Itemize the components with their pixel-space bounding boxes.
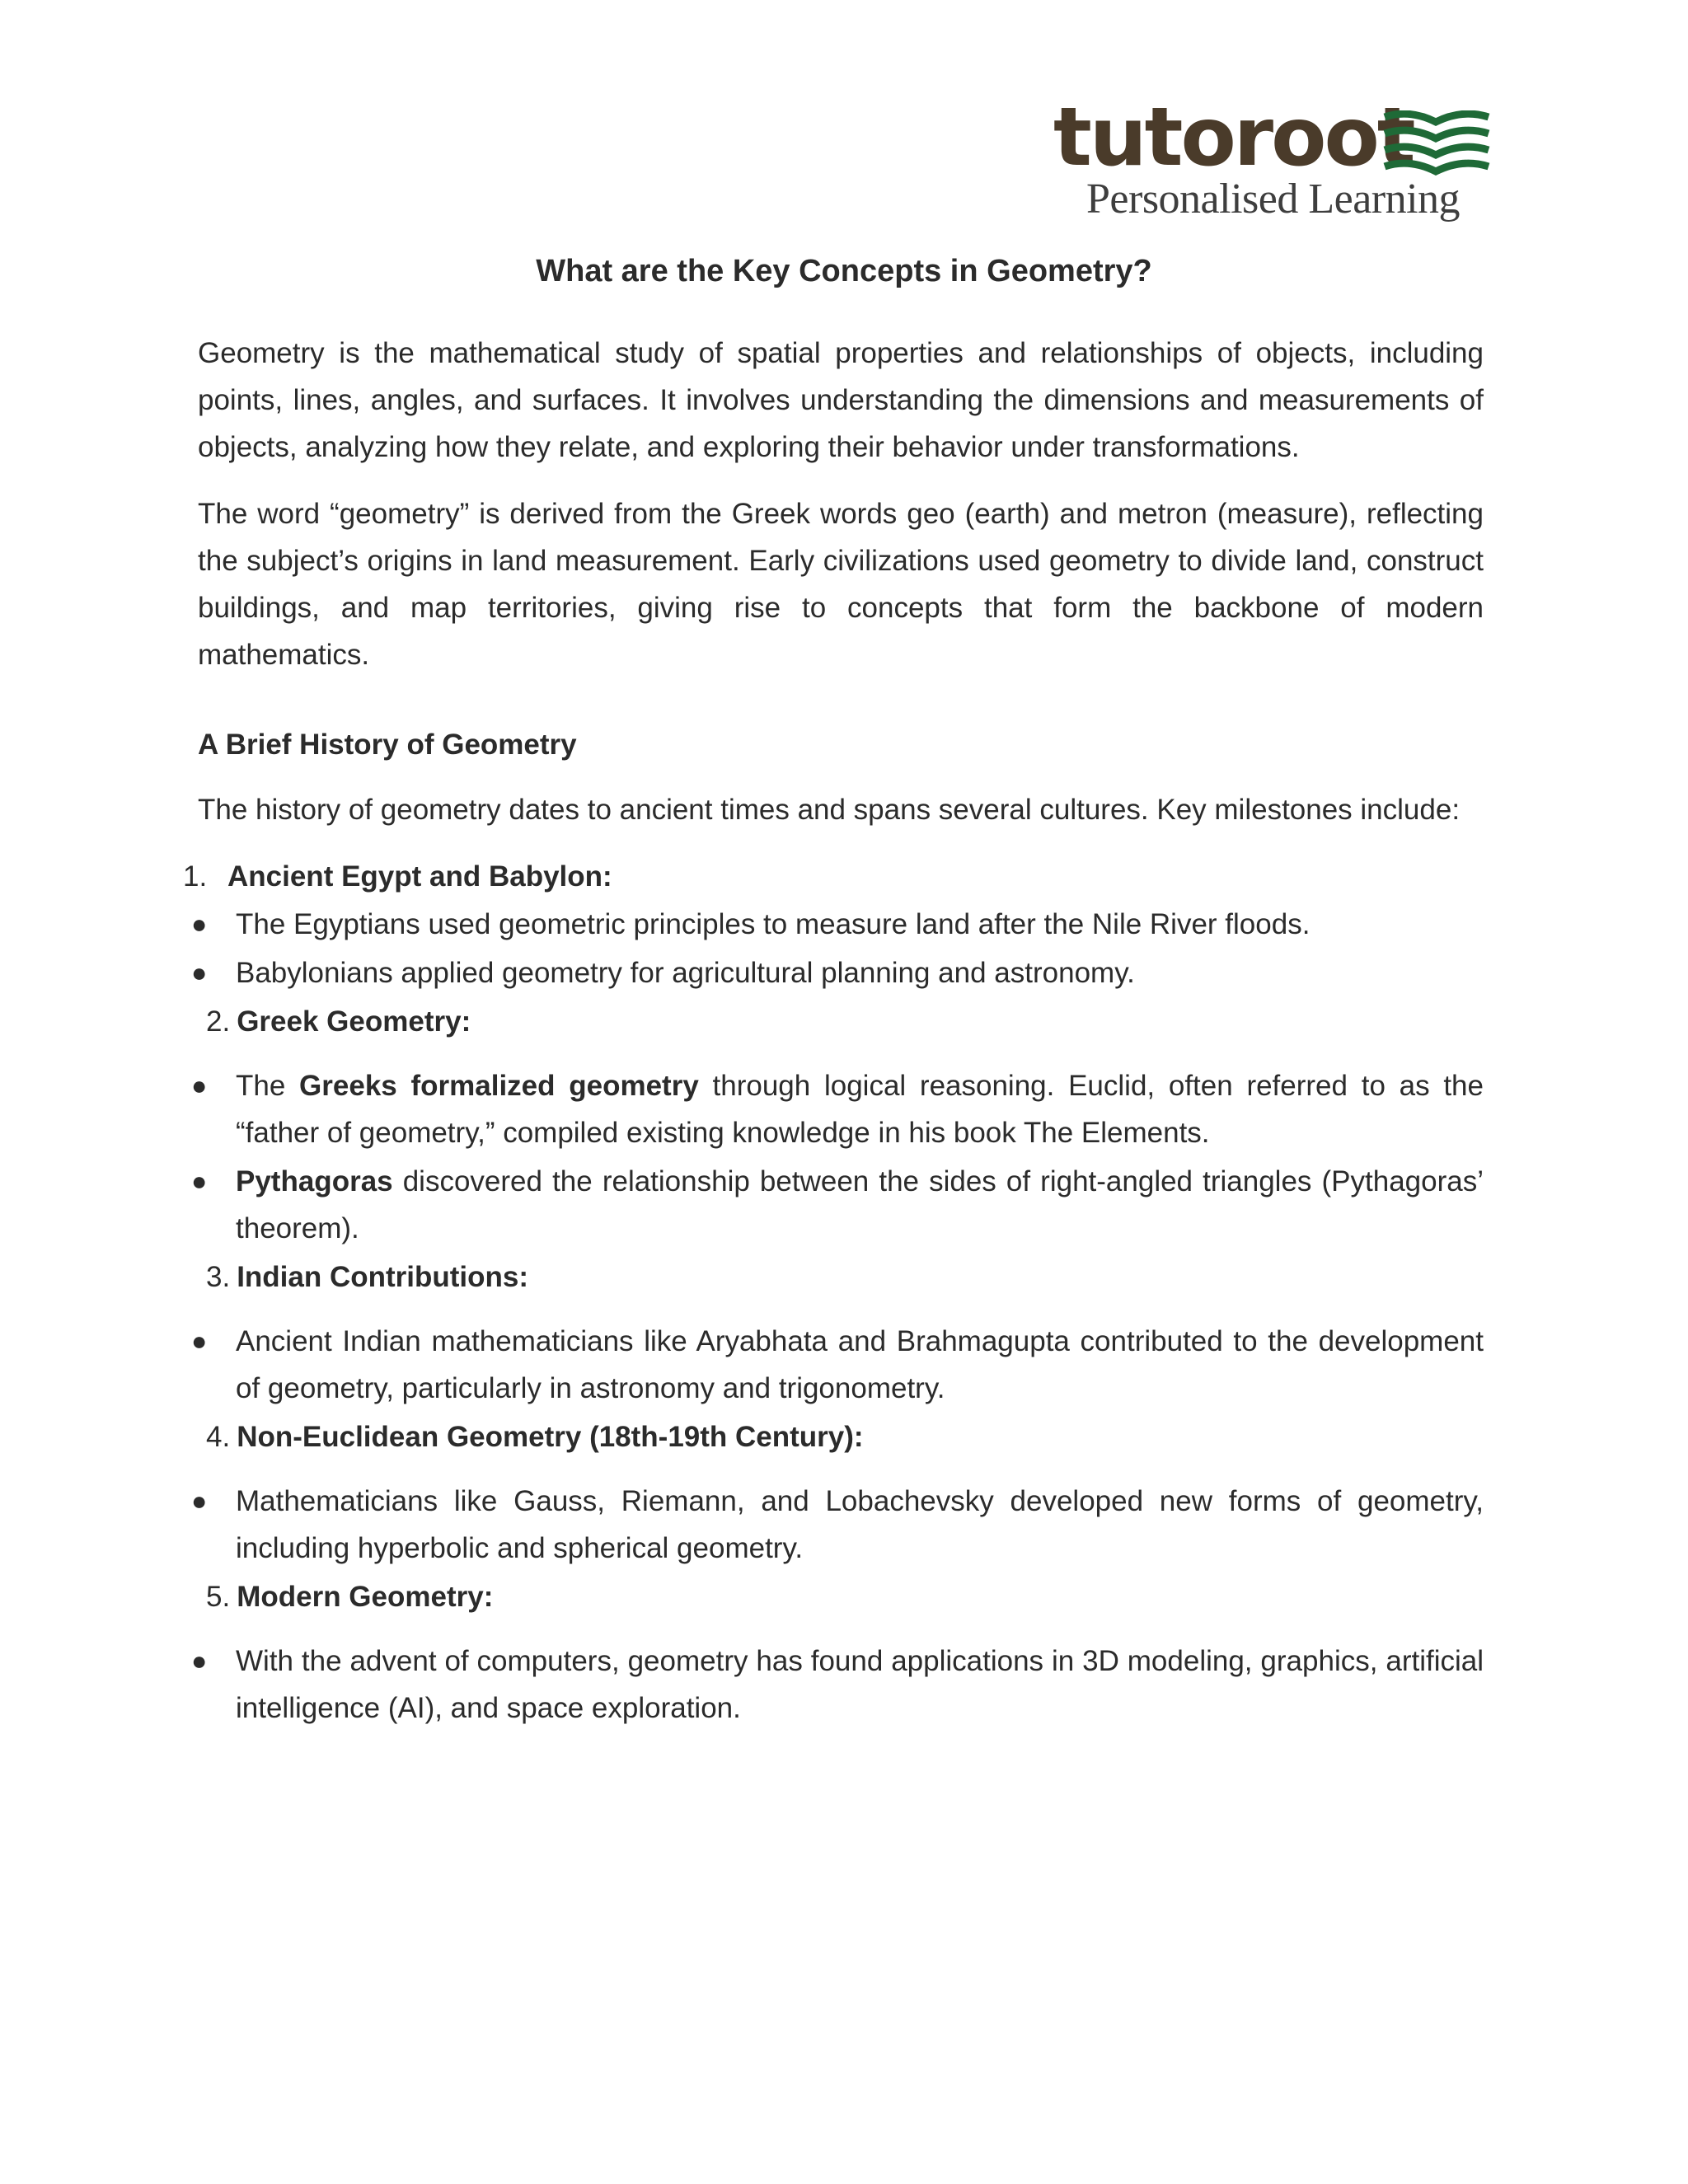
milestone-title: Greek Geometry: [237, 1005, 471, 1038]
milestone-4 [191, 1413, 1484, 1572]
milestone-number: 3. [206, 1261, 231, 1293]
milestone-title: Non-Euclidean Geometry (18th-19th Century): [237, 1421, 864, 1453]
milestone-2 [191, 998, 1484, 1252]
milestone-number: 1. [183, 860, 208, 893]
milestone-heading [183, 853, 1484, 901]
list-item: ● Pythagoras discovered the relationship between the sides of right-angled triangles (Pythagoras’ theorem). [198, 1158, 1484, 1252]
document-body [183, 330, 1484, 1733]
history-intro: The history of geometry dates to ancient times and spans several cultures. Key milestones include: [198, 794, 1461, 826]
milestone-bullets [191, 1318, 1484, 1412]
milestone-number: 5. [206, 1581, 231, 1613]
bullet-icon: ● [191, 958, 208, 987]
list-item: ● Mathematicians like Gauss, Riemann, and Lobachevsky developed new forms of geometry, including hyperbolic and spherical geometry. [198, 1478, 1484, 1572]
list-item: ● Ancient Indian mathematicians like Aryabhata and Brahmagupta contributed to the development of geometry, particularly in astronomy and trigonometry. [198, 1318, 1484, 1412]
bullet-icon: ● [191, 1166, 208, 1196]
milestone-title: Ancient Egypt and Babylon: [227, 860, 612, 893]
logo-tagline: Personalised Learning [1086, 176, 1461, 223]
milestone-bullets [191, 1062, 1484, 1252]
milestone-bullets [191, 1638, 1484, 1732]
milestone-number: 2. [206, 1005, 231, 1038]
milestone-heading [198, 1573, 1484, 1621]
intro-paragraph-2: The word “geometry” is derived from the Greek words geo (earth) and metron (measure), reflecting the subject’s origins in land measurement. Early civilizations used geometry to divide land, construct buildings, and map territories, giving rise to concepts that form the backbone of modern mathematics. [198, 498, 1484, 671]
logo-wordmark: tutoroot [1053, 91, 1414, 185]
bullet-icon: ● [191, 909, 208, 939]
milestone-1 [183, 853, 1484, 996]
milestone-bullets [191, 1478, 1484, 1572]
history-heading: A Brief History of Geometry [198, 729, 577, 761]
list-item: ● Babylonians applied geometry for agricultural planning and astronomy. [198, 949, 1484, 996]
milestone-number: 4. [206, 1421, 231, 1453]
milestone-bullets [191, 901, 1484, 996]
page-title: What are the Key Concepts in Geometry? [536, 254, 1152, 288]
list-item: ● The Greeks formalized geometry through logical reasoning. Euclid, often referred to as the “father of geometry,” compiled existing knowledge in his book The Elements. [198, 1062, 1484, 1156]
tutoroot-logo [1053, 91, 1498, 229]
book-waves-icon [1383, 110, 1490, 176]
milestone-3 [191, 1254, 1484, 1412]
intro-paragraph-1: Geometry is the mathematical study of spatial properties and relationships of objects, including points, lines, angles, and surfaces. It involves understanding the dimensions and measurements of objects, analyzing how they relate, and exploring their behavior under transformations. [198, 337, 1484, 463]
milestone-heading [198, 1413, 1484, 1461]
milestone-5 [191, 1573, 1484, 1732]
list-item: ● With the advent of computers, geometry has found applications in 3D modeling, graphics, artificial intelligence (AI), and space exploration. [198, 1638, 1484, 1732]
milestone-heading [198, 998, 1484, 1046]
list-item: ● The Egyptians used geometric principles to measure land after the Nile River floods. [198, 901, 1484, 948]
bullet-icon: ● [191, 1071, 208, 1100]
bullet-icon: ● [191, 1326, 208, 1356]
milestone-title: Modern Geometry: [237, 1581, 494, 1613]
milestone-title: Indian Contributions: [237, 1261, 529, 1293]
milestone-heading [198, 1254, 1484, 1301]
bullet-icon: ● [191, 1646, 208, 1675]
bullet-icon: ● [191, 1486, 208, 1516]
